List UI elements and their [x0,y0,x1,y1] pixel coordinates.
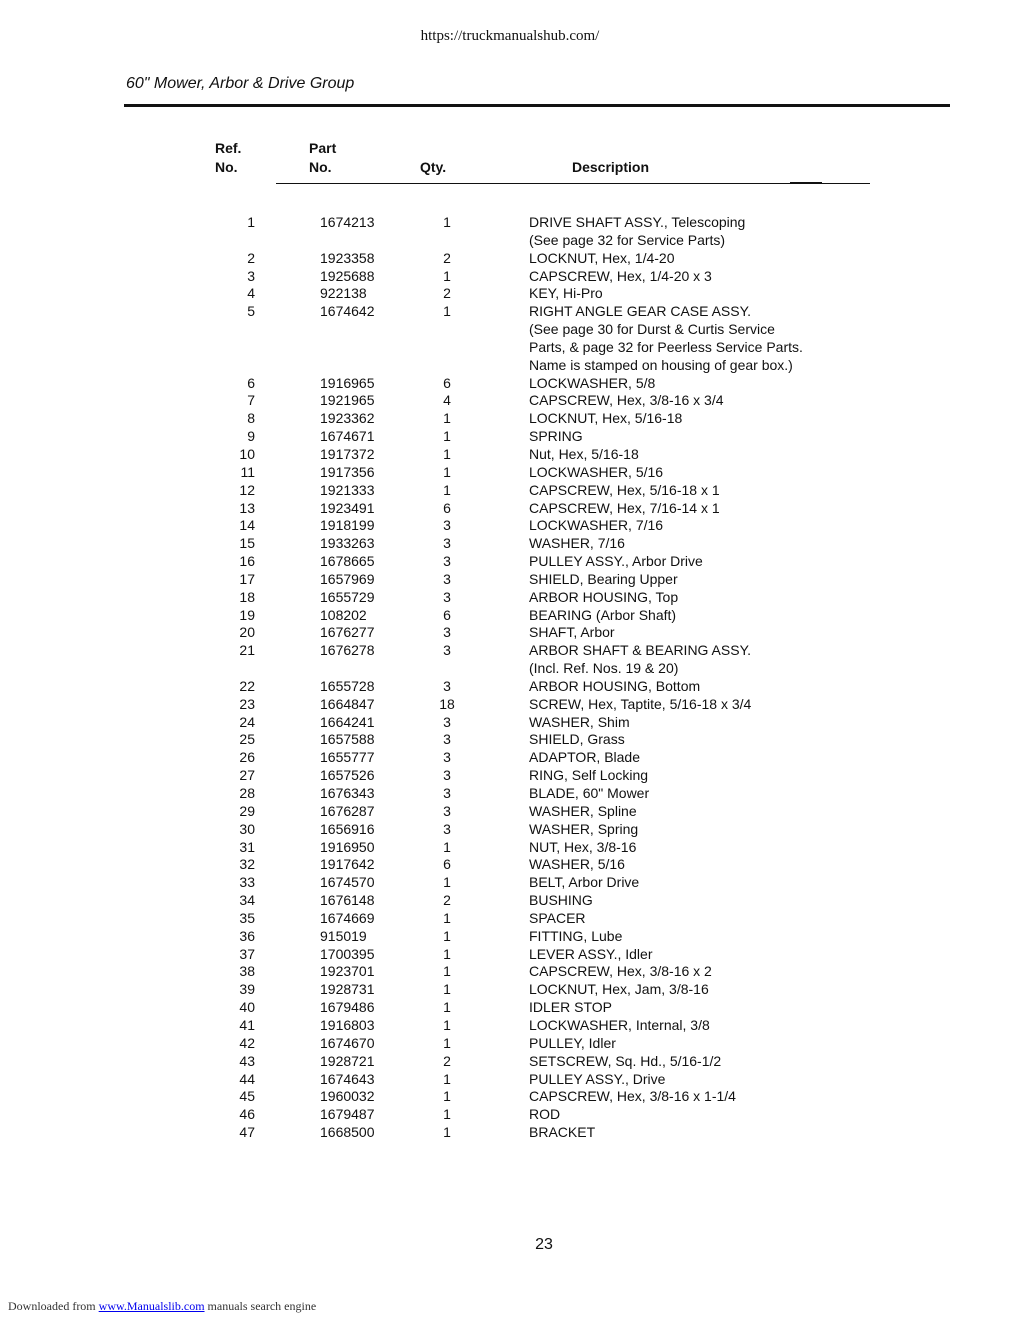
table-row [0,642,1020,678]
qty-cell: 1 [443,1088,451,1105]
description-cell: LEVER ASSY., Idler [529,945,653,962]
description-cell: SETSCREW, Sq. Hd., 5/16-1/2 [529,1052,722,1069]
table-row [0,678,1020,696]
ref-cell: 2 [247,249,255,266]
table-row [0,392,1020,410]
ref-cell: 19 [239,606,255,623]
qty-cell: 1 [443,463,451,480]
qty-cell: 2 [443,892,451,909]
part-number-cell: 1674643 [320,1070,375,1087]
table-row [0,731,1020,749]
qty-cell: 3 [443,749,451,766]
table-row [0,500,1020,518]
table-row [0,874,1020,892]
qty-cell: 1 [443,981,451,998]
table-row [0,821,1020,839]
description-cell: ADAPTOR, Blade [529,749,641,766]
qty-cell: 2 [443,285,451,302]
table-row [0,482,1020,500]
ref-cell: 20 [239,624,255,641]
page-number: 23 [535,1236,553,1253]
qty-cell: 3 [443,517,451,534]
table-row [0,446,1020,464]
ref-cell: 46 [239,1106,255,1123]
table-row [0,589,1020,607]
title-rule [124,104,950,107]
ref-cell: 37 [239,945,255,962]
part-number-cell: 1928721 [320,1052,375,1069]
ref-cell: 39 [239,981,255,998]
ref-cell: 16 [239,553,255,570]
part-number-cell: 1679486 [320,999,375,1016]
part-number-cell: 1679487 [320,1106,375,1123]
qty-cell: 3 [443,731,451,748]
ref-cell: 11 [240,463,255,480]
qty-cell: 1 [443,945,451,962]
table-row [0,767,1020,785]
part-number-cell: 1923491 [320,499,375,516]
ref-cell: 6 [247,374,255,391]
description-cell: CAPSCREW, Hex, 7/16-14 x 1 [529,499,720,516]
description-cell: CAPSCREW, Hex, 5/16-18 x 1 [529,481,720,498]
description-cell: WASHER, 7/16 [529,535,625,552]
description-cell: ARBOR HOUSING, Top [529,588,679,605]
qty-cell: 4 [443,392,451,409]
part-number-cell: 1676277 [320,624,375,641]
ref-cell: 23 [239,695,255,712]
qty-cell: 3 [443,535,451,552]
ref-cell: 10 [239,445,255,462]
table-row [0,517,1020,535]
part-number-cell: 1657969 [320,570,375,587]
qty-cell: 3 [443,642,451,659]
ref-cell: 15 [239,535,255,552]
description-cell: ARBOR HOUSING, Bottom [529,677,701,694]
table-row [0,928,1020,946]
table-row [0,1106,1020,1124]
description-cell: LOCKWASHER, 7/16 [529,517,664,534]
qty-cell: 1 [443,303,451,320]
part-number-cell: 1657588 [320,731,375,748]
qty-cell: 6 [443,606,451,623]
description-cell: BUSHING [529,892,593,909]
qty-cell: 1 [443,1124,451,1141]
part-number-cell: 1678665 [320,553,375,570]
description-cell: LOCKNUT, Hex, Jam, 3/8-16 [529,981,709,998]
qty-cell: 1 [443,874,451,891]
ref-cell: 8 [247,410,255,427]
table-row [0,375,1020,393]
qty-cell: 1 [443,963,451,980]
description-cell: BELT, Arbor Drive [529,874,640,891]
qty-cell: 1 [443,1016,451,1033]
ref-cell: 5 [247,303,255,320]
description-cell: WASHER, Shim [529,713,630,730]
part-number-cell: 1668500 [320,1124,375,1141]
ref-cell: 30 [239,820,255,837]
ref-cell: 43 [239,1052,255,1069]
part-number-cell: 1674213 [320,214,375,230]
ref-cell: 45 [239,1088,255,1105]
qty-cell: 1 [443,428,451,445]
description-cell: RING, Self Locking [529,767,649,784]
table-row [0,607,1020,625]
ref-cell: 41 [239,1016,255,1033]
qty-cell: 1 [443,838,451,855]
description-cell: FITTING, Lube [529,927,623,944]
table-row [0,1053,1020,1071]
description-cell: DRIVE SHAFT ASSY., Telescoping (See page 32 for Service Parts) [529,214,746,248]
part-number-cell: 1928731 [320,981,375,998]
qty-cell: 1 [443,1070,451,1087]
part-number-cell: 1655777 [320,749,375,766]
part-number-cell: 1916950 [320,838,375,855]
description-cell: ROD [529,1106,561,1123]
description-cell: SHAFT, Arbor [529,624,615,641]
description-cell: SHIELD, Bearing Upper [529,570,678,587]
part-number-cell: 1676278 [320,642,375,659]
table-row [0,268,1020,286]
description-cell: BLADE, 60" Mower [529,785,650,801]
ref-cell: 31 [239,838,255,855]
part-number-cell: 1917642 [320,856,375,873]
table-row [0,946,1020,964]
description-cell: PULLEY ASSY., Arbor Drive [529,553,703,570]
ref-cell: 22 [239,677,255,694]
part-number-cell: 1923362 [320,410,375,427]
qty-cell: 1 [443,481,451,498]
qty-cell: 2 [443,249,451,266]
part-number-cell: 1917356 [320,463,375,480]
description-cell: SPRING [529,428,583,445]
table-row [0,963,1020,981]
ref-cell: 27 [239,767,255,784]
qty-cell: 3 [443,570,451,587]
description-cell: IDLER STOP [529,999,612,1016]
part-number-cell: 1921965 [320,392,375,409]
table-row [0,1124,1020,1142]
ref-cell: 32 [239,856,255,873]
description-cell: PULLEY, Idler [529,1034,616,1051]
ref-cell: 18 [239,588,255,605]
column-header-part: Part No. [309,140,337,175]
qty-cell: 3 [443,713,451,730]
table-row [0,1017,1020,1035]
ref-cell: 35 [239,909,255,926]
ref-cell: 42 [239,1034,255,1051]
part-number-cell: 1923701 [320,963,375,980]
ref-cell: 9 [247,428,255,445]
part-number-cell: 1923358 [320,249,375,266]
table-row [0,624,1020,642]
footer-suffix: manuals search engine [207,1299,317,1313]
qty-cell: 3 [443,802,451,819]
description-cell: Nut, Hex, 5/16-18 [529,445,639,462]
qty-cell: 1 [443,927,451,944]
footer [8,1299,316,1314]
description-cell: NUT, Hex, 3/8-16 [529,838,637,855]
qty-cell: 18 [439,695,455,712]
part-number-cell: 922138 [320,285,367,302]
description-cell: BRACKET [529,1124,596,1141]
ref-cell: 12 [239,481,255,498]
table-row [0,892,1020,910]
ref-cell: 24 [239,713,255,730]
part-number-cell: 1921333 [320,481,375,498]
source-url: https://truckmanualshub.com/ [420,28,600,44]
qty-cell: 3 [443,785,451,801]
table-row [0,981,1020,999]
qty-cell: 3 [443,553,451,570]
part-number-cell: 1674570 [320,874,375,891]
table-row [0,714,1020,732]
ref-cell: 29 [239,802,255,819]
table-row [0,785,1020,803]
qty-cell: 3 [443,820,451,837]
description-cell: LOCKWASHER, 5/8 [529,374,656,391]
part-number-cell: 915019 [320,927,367,944]
description-cell: CAPSCREW, Hex, 3/8-16 x 1-1/4 [529,1088,736,1105]
qty-cell: 3 [443,588,451,605]
part-number-cell: 108202 [320,606,367,623]
part-number-cell: 1674642 [320,303,375,320]
table-row [0,1035,1020,1053]
table-row [0,1071,1020,1089]
table-row [0,999,1020,1017]
part-number-cell: 1916803 [320,1016,375,1033]
table-row [0,428,1020,446]
qty-cell: 1 [443,1106,451,1123]
description-cell: KEY, Hi-Pro [529,285,603,302]
table-row [0,285,1020,303]
description-cell: WASHER, 5/16 [529,856,625,873]
description-cell: CAPSCREW, Hex, 3/8-16 x 3/4 [529,392,724,409]
qty-cell: 1 [443,410,451,427]
ref-cell: 36 [239,927,255,944]
qty-cell: 6 [443,499,451,516]
description-cell: ARBOR SHAFT & BEARING ASSY. (Incl. Ref. Nos. 19 & 20) [529,642,751,677]
column-header-ref: Ref. No. [215,140,242,175]
part-number-cell: 1918199 [320,517,375,534]
table-row [0,553,1020,571]
part-number-cell: 1664241 [320,713,375,730]
ref-cell: 33 [239,874,255,891]
table-row [0,696,1020,714]
table-row [0,910,1020,928]
part-number-cell: 1656916 [320,820,375,837]
table-row [0,856,1020,874]
description-cell: LOCKWASHER, Internal, 3/8 [529,1016,710,1033]
parts-table [0,214,1020,1142]
ref-cell: 17 [239,570,255,587]
description-cell: CAPSCREW, Hex, 3/8-16 x 2 [529,963,712,980]
description-cell: CAPSCREW, Hex, 1/4-20 x 3 [529,267,712,284]
part-number-cell: 1960032 [320,1088,375,1105]
table-row [0,749,1020,767]
part-number-cell: 1655728 [320,677,375,694]
column-header-description: Description [572,159,650,175]
part-number-cell: 1676148 [320,892,375,909]
ref-cell: 47 [239,1124,255,1141]
ref-cell: 1 [247,214,255,230]
ref-cell: 44 [239,1070,255,1087]
qty-cell: 1 [443,214,451,230]
ref-cell: 14 [239,517,255,534]
table-row [0,571,1020,589]
part-number-cell: 1674671 [320,428,375,445]
column-header-qty: Qty. [420,159,447,175]
qty-cell: 1 [443,909,451,926]
description-cell: PULLEY ASSY., Drive [529,1070,666,1087]
ref-cell: 28 [239,785,255,801]
description-cell: WASHER, Spline [529,802,637,819]
page-title: 60" Mower, Arbor & Drive Group [126,75,355,92]
table-row [0,1088,1020,1106]
part-number-cell: 1674670 [320,1034,375,1051]
ref-cell: 4 [247,285,255,302]
ref-cell: 34 [239,892,255,909]
part-number-cell: 1676287 [320,802,375,819]
ref-cell: 25 [239,731,255,748]
table-row [0,535,1020,553]
ref-cell: 13 [239,499,255,516]
part-number-cell: 1664847 [320,695,375,712]
manualslib-link[interactable]: www.Manualslib.com [98,1299,205,1313]
ref-cell: 7 [247,392,255,409]
qty-cell: 3 [443,677,451,694]
ref-cell: 40 [239,999,255,1016]
part-number-cell: 1933263 [320,535,375,552]
table-row [0,464,1020,482]
part-number-cell: 1916965 [320,374,375,391]
description-cell: WASHER, Spring [529,820,639,837]
qty-cell: 1 [443,445,451,462]
description-cell: SCREW, Hex, Taptite, 5/16-18 x 3/4 [529,695,752,712]
ref-cell: 21 [239,642,255,659]
description-cell: LOCKNUT, Hex, 1/4-20 [529,249,675,266]
table-row [0,839,1020,857]
table-row [0,303,1020,374]
qty-cell: 1 [443,267,451,284]
part-number-cell: 1655729 [320,588,375,605]
description-cell: RIGHT ANGLE GEAR CASE ASSY. (See page 30 for Durst & Curtis Service Parts, & page 32 for Peerless Service Parts. Name is stamped on housing of gear box.) [529,303,803,373]
part-number-cell: 1674669 [320,909,375,926]
ref-cell: 38 [239,963,255,980]
description-cell: LOCKWASHER, 5/16 [529,463,664,480]
qty-cell: 2 [443,1052,451,1069]
table-row [0,250,1020,268]
ref-cell: 26 [239,749,255,766]
qty-cell: 6 [443,856,451,873]
table-row [0,803,1020,821]
header-rule-accent [790,182,822,184]
description-cell: SHIELD, Grass [529,731,625,748]
table-row [0,214,1020,250]
description-cell: SPACER [529,909,586,926]
description-cell: BEARING (Arbor Shaft) [529,606,677,623]
header-rule [276,183,870,184]
part-number-cell: 1917372 [320,445,375,462]
qty-cell: 6 [443,374,451,391]
part-number-cell: 1657526 [320,767,375,784]
part-number-cell: 1925688 [320,267,375,284]
table-row [0,410,1020,428]
ref-cell: 3 [247,267,255,284]
description-cell: LOCKNUT, Hex, 5/16-18 [529,410,683,427]
part-number-cell: 1676343 [320,785,375,801]
part-number-cell: 1700395 [320,945,375,962]
footer-prefix: Downloaded from [8,1299,96,1313]
qty-cell: 1 [443,1034,451,1051]
qty-cell: 3 [443,624,451,641]
qty-cell: 1 [443,999,451,1016]
qty-cell: 3 [443,767,451,784]
